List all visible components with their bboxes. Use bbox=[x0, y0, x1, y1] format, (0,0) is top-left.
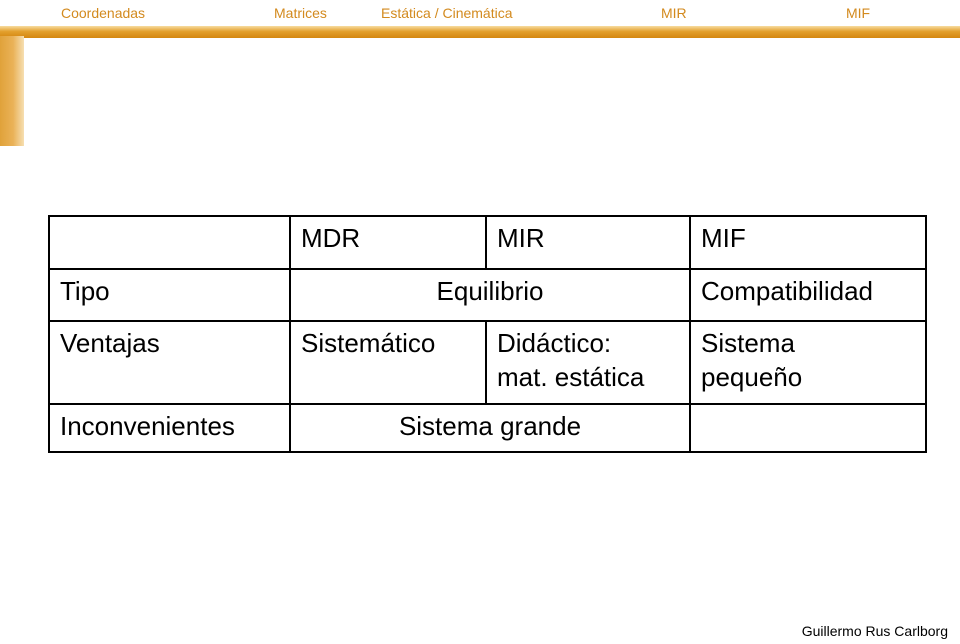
header-cell-mif: MIF bbox=[690, 216, 926, 269]
row-label-inconvenientes: Inconvenientes bbox=[49, 404, 290, 452]
cell-ventajas-mir-text: Didáctico: mat. estática bbox=[497, 328, 645, 392]
cell-tipo-equilibrio: Equilibrio bbox=[290, 269, 690, 321]
cell-ventajas-mif-text: Sistema pequeño bbox=[701, 328, 803, 392]
header-cell-mdr: MDR bbox=[290, 216, 486, 269]
top-navigation bbox=[0, 0, 960, 26]
cell-ventajas-mif bbox=[690, 321, 926, 404]
cell-inconvenientes-mdr-mir: Sistema grande bbox=[290, 404, 690, 452]
header-cell-mir: MIR bbox=[486, 216, 690, 269]
nav-link-matrices[interactable]: Matrices bbox=[274, 5, 327, 21]
header-accent-bar bbox=[0, 26, 960, 38]
header-cell-empty bbox=[49, 216, 290, 269]
table-header-row bbox=[49, 216, 926, 269]
cell-inconvenientes-mif bbox=[690, 404, 926, 452]
row-label-tipo: Tipo bbox=[49, 269, 290, 321]
footer-author: Guillermo Rus Carlborg bbox=[801, 623, 948, 639]
cell-tipo-compatibilidad: Compatibilidad bbox=[690, 269, 926, 321]
comparison-table bbox=[48, 215, 927, 453]
table-row-tipo bbox=[49, 269, 926, 321]
cell-ventajas-mir bbox=[486, 321, 690, 404]
nav-link-estatica-cinematica[interactable]: Estática / Cinemática bbox=[381, 5, 513, 21]
cell-ventajas-mdr bbox=[290, 321, 486, 404]
side-accent-bar bbox=[0, 36, 24, 146]
nav-link-coordenadas[interactable]: Coordenadas bbox=[61, 5, 146, 21]
nav-link-mir[interactable]: MIR bbox=[661, 5, 687, 21]
nav-link-mif[interactable]: MIF bbox=[846, 5, 871, 21]
cell-ventajas-mdr-text: Sistemático bbox=[301, 328, 436, 358]
table-row-inconvenientes bbox=[49, 404, 926, 452]
table-row-ventajas bbox=[49, 321, 926, 404]
row-label-ventajas: Ventajas bbox=[49, 321, 290, 404]
